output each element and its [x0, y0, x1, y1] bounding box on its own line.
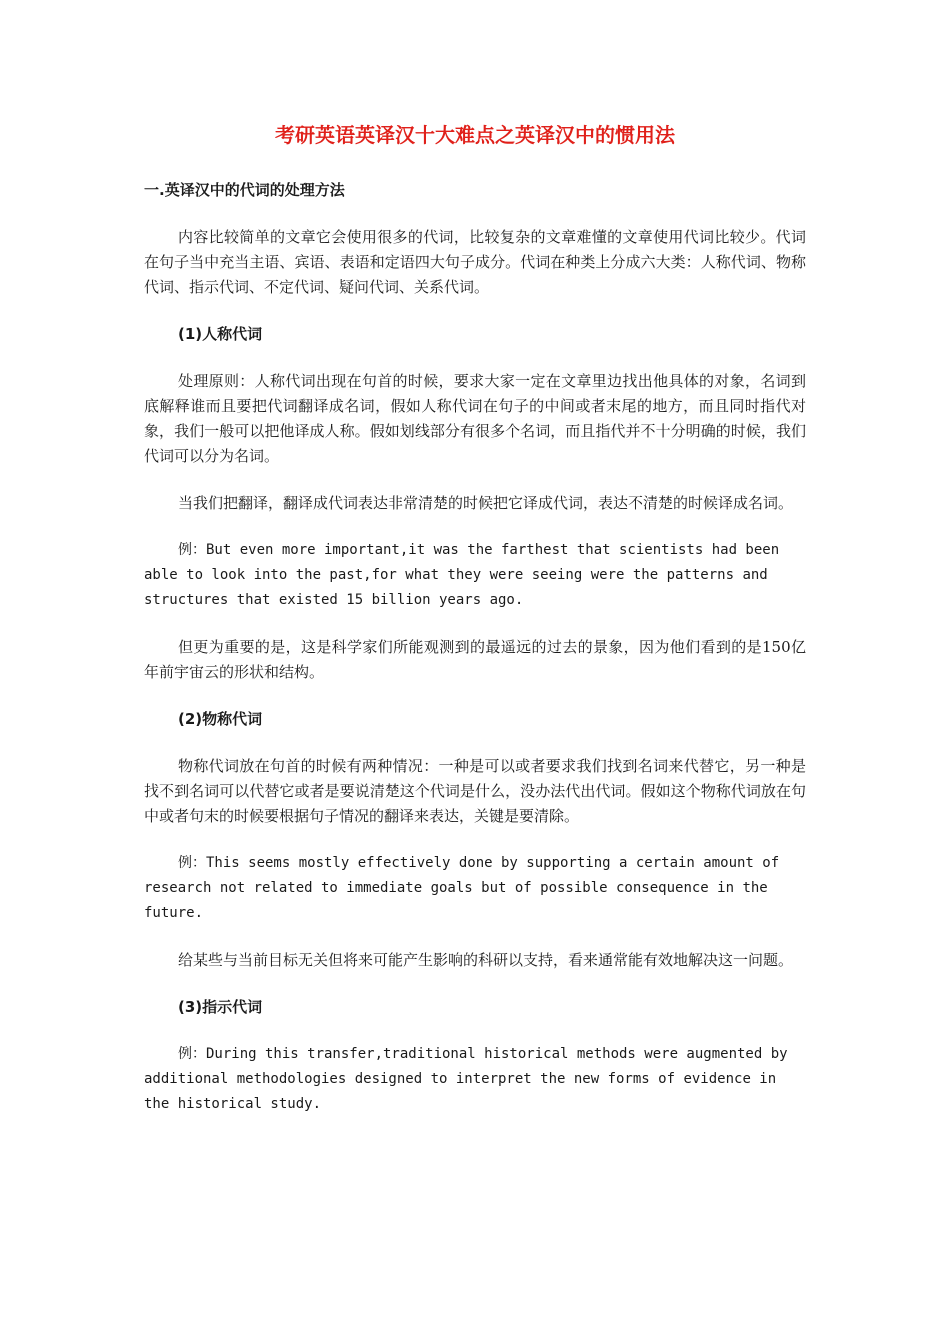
subheading-demonstrative-pronouns: (3)指示代词	[178, 998, 263, 1016]
demonstrative-pronoun-example: 例：During this transfer,traditional historical methods were augmented by additional methodologies designed to interpret the new forms of evidence in the historical study.	[144, 1046, 788, 1112]
object-pronoun-translation: 给某些与当前目标无关但将来可能产生影响的科研以支持，看来通常能有效地解决这一问题。	[178, 951, 794, 969]
document-body	[144, 120, 806, 1139]
document-title: 考研英语英译汉十大难点之英译汉中的惯用法	[275, 123, 675, 147]
personal-pronoun-principle-paragraph: 处理原则：人称代词出现在句首的时候，要求大家一定在文章里边找出他具体的对象，名词到底解释谁而且要把代词翻译成名词，假如人称代词在句子的中间或者末尾的地方，而且同时指代对象，我们一般可以把他译成人称。假如划线部分有很多个名词，而且指代并不十分明确的时候，我们代词可以分为名词。	[144, 372, 806, 465]
subheading-personal-pronouns: (1)人称代词	[178, 325, 263, 343]
personal-pronoun-translation: 但更为重要的是，这是科学家们所能观测到的最遥远的过去的景象，因为他们看到的是150亿年前宇宙云的形状和结构。	[144, 638, 806, 681]
subheading-object-pronouns: (2)物称代词	[178, 710, 263, 728]
personal-pronoun-example: 例：But even more important,it was the farthest that scientists had been able to look into the past,for what they were seeing were the patterns and structures that existed 15 billion years ago.	[144, 542, 780, 608]
section-heading-pronouns: 一.英译汉中的代词的处理方法	[144, 181, 345, 199]
object-pronoun-example: 例：This seems mostly effectively done by supporting a certain amount of research not related to immediate goals but of possible consequence in the future.	[144, 855, 780, 921]
object-pronoun-paragraph: 物称代词放在句首的时候有两种情况：一种是可以或者要求我们找到名词来代替它，另一种是找不到名词可以代替它或者是要说清楚这个代词是什么，没办法代出代词。假如这个物称代词放在句中或者句末的时候要根据句子情况的翻译来表达，关键是要清除。	[144, 757, 806, 825]
personal-pronoun-note-paragraph: 当我们把翻译，翻译成代词表达非常清楚的时候把它译成代词，表达不清楚的时候译成名词。	[178, 494, 794, 512]
intro-paragraph: 内容比较简单的文章它会使用很多的代词，比较复杂的文章难懂的文章使用代词比较少。代词在句子当中充当主语、宾语、表语和定语四大句子成分。代词在种类上分成六大类：人称代词、物称代词、指示代词、不定代词、疑问代词、关系代词。	[144, 228, 806, 296]
